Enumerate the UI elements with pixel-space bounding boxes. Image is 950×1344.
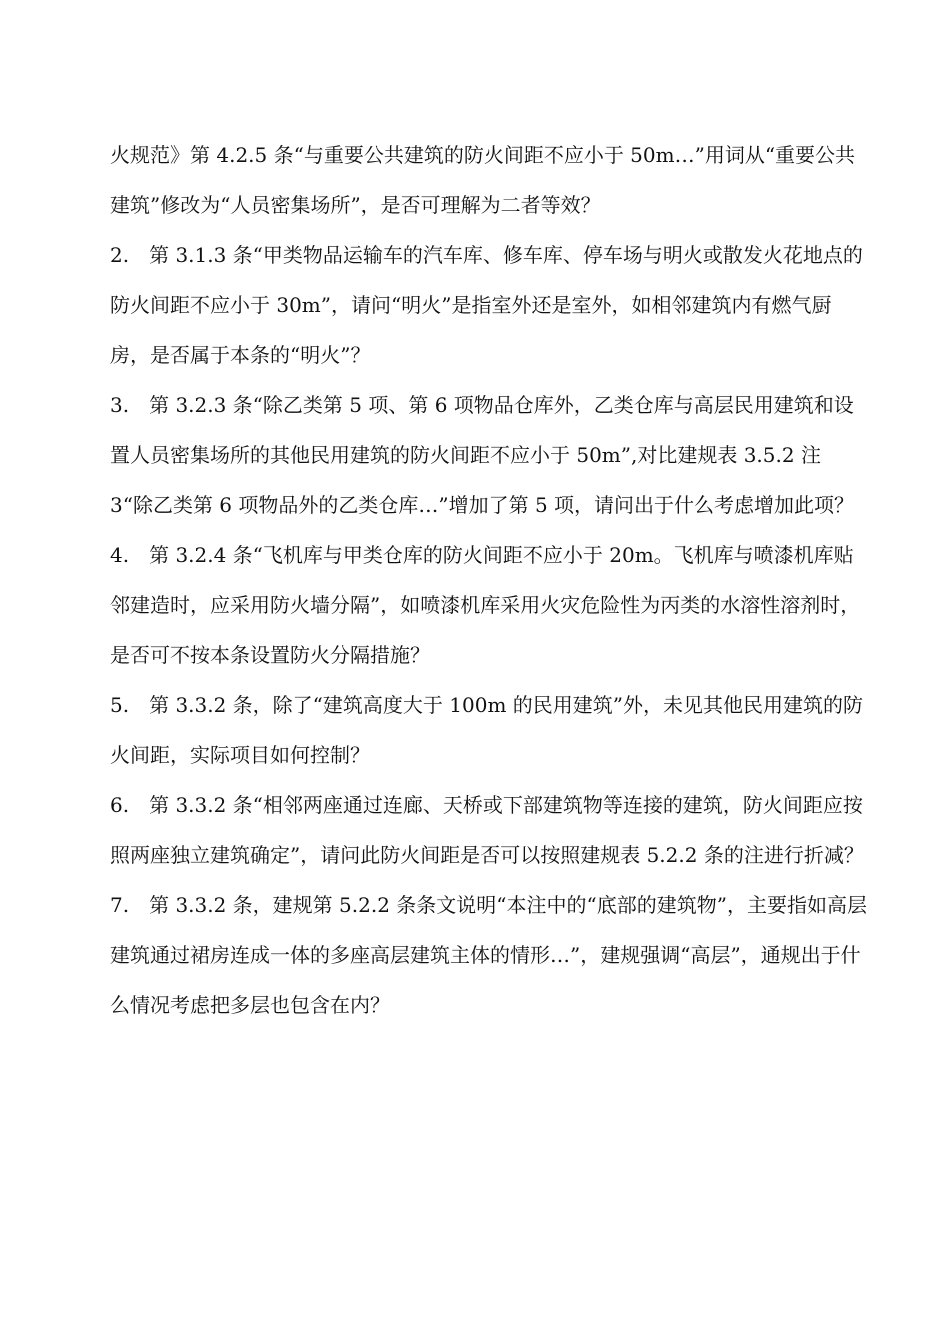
question-5: 5. 第 3.3.2 条，除了“建筑高度大于 100m 的民用建筑”外，未见其他民用建筑的防火间距，实际项目如何控制？: [110, 693, 863, 767]
paragraph-continuation: 火规范》第 4.2.5 条“与重要公共建筑的防火间距不应小于 50m…”用词从“重要公共建筑”修改为“人员密集场所”，是否可理解为二者等效？: [110, 143, 856, 217]
question-2: 2. 第 3.1.3 条“甲类物品运输车的汽车库、修车库、停车场与明火或散发火花地点的防火间距不应小于 30m”，请问“明火”是指室外还是室外，如相邻建筑内有燃气厨房，是否属于本条的“明火”？: [110, 243, 863, 367]
question-6: 6. 第 3.3.2 条“相邻两座通过连廊、天桥或下部建筑物等连接的建筑，防火间距应按照两座独立建筑确定”，请问此防火间距是否可以按照建规表 5.2.2 条的注进行折减？: [110, 793, 864, 867]
question-3: 3. 第 3.2.3 条“除乙类第 5 项、第 6 项物品仓库外，乙类仓库与高层民用建筑和设置人员密集场所的其他民用建筑的防火间距不应小于 50m”,对比建规表 3.5.2 注 3“除乙类第 6 项物品外的乙类仓库…”增加了第 5 项，请问出于什么考虑增加此项？: [110, 393, 855, 517]
document-body: [110, 130, 870, 1030]
question-4: 4. 第 3.2.4 条“飞机库与甲类仓库的防火间距不应小于 20m。飞机库与喷漆机库贴邻建造时，应采用防火墙分隔”，如喷漆机库采用火灾危险性为丙类的水溶性溶剂时，是否可不按本条设置防火分隔措施？: [110, 543, 861, 667]
question-7: 7. 第 3.3.2 条，建规第 5.2.2 条条文说明“本注中的“底部的建筑物”，主要指如高层建筑通过裙房连成一体的多座高层建筑主体的情形…”，建规强调“高层”，通规出于什么情况考虑把多层也包含在内？: [110, 893, 867, 1017]
